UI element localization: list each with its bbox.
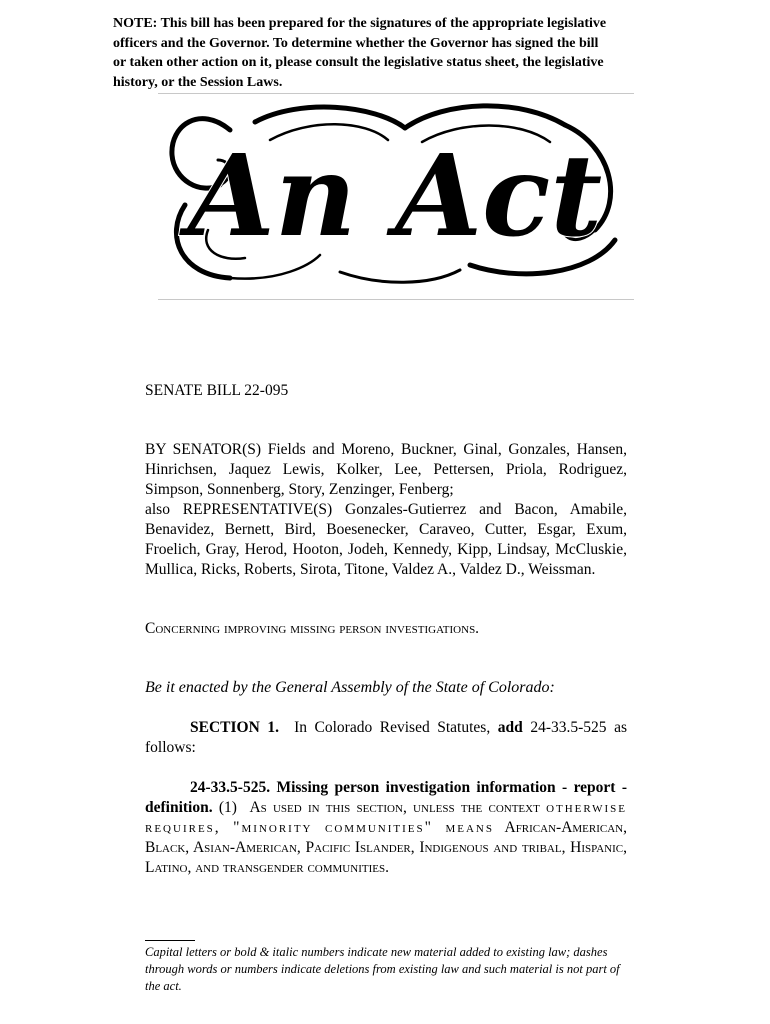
statute-text-1: As used in this section, unless the context bbox=[249, 799, 540, 816]
footnote bbox=[145, 940, 630, 995]
an-act-banner bbox=[160, 100, 630, 290]
statute-text-3: African-American, Black, Asian-American, Pacific Islander, Indigenous and tribal, Hispanic, Latino, and transgender communities. bbox=[145, 819, 627, 876]
section-1 bbox=[145, 718, 627, 758]
statute-text-2: otherwise requires, "minority communities" means bbox=[145, 799, 628, 836]
statute-subsection: (1) bbox=[218, 799, 237, 816]
an-act-title: An Act bbox=[187, 131, 603, 262]
section-1-add: add bbox=[497, 719, 523, 736]
bottom-divider bbox=[158, 299, 634, 300]
footnote-divider bbox=[145, 940, 195, 941]
section-1-text-b: 24-33.5-525 as follows: bbox=[145, 719, 628, 756]
sponsors-list: BY SENATOR(S) Fields and Moreno, Buckner, Ginal, Gonzales, Hansen, Hinrichsen, Jaquez Lewis, Kolker, Lee, Pettersen, Priola, Rodriguez, Simpson, Sonnenberg, Story, Zenzinger, Fenberg; also REPRESENTATIVE(S) Gonzales-Gutierrez and Bacon, Amabile, Benavidez, Bernett, Bird, Boesenecker, Caraveo, Cutter, Esgar, Exum, Froelich, Gray, Herod, Hooton, Jodeh, Kennedy, Kipp, Lindsay, McCluskie, Mullica, Ricks, Roberts, Sirota, Titone, Valdez A., Valdez D., Weissman. bbox=[145, 441, 627, 578]
top-divider bbox=[158, 93, 634, 94]
section-1-text-a: In Colorado Revised Statutes, bbox=[294, 719, 491, 736]
bill-number: SENATE BILL 22-095 bbox=[145, 382, 289, 399]
footnote-text: Capital letters or bold & italic numbers indicate new material added to existing law; dashes through words or numbers indicate deletions from existing law and such material is not part of the act. bbox=[145, 945, 620, 993]
concerning-clause: Concerning improving missing person investigations. bbox=[145, 620, 480, 637]
statute-24-33-5-525 bbox=[145, 778, 627, 878]
enacting-clause: Be it enacted by the General Assembly of the State of Colorado: bbox=[145, 679, 555, 696]
bill-note: NOTE: This bill has been prepared for the signatures of the appropriate legislative officers and the Governor. To determine whether the Governor has signed the bill or taken other action on it, please consult the legislative status sheet, the legislative history, or the Session Laws. bbox=[113, 16, 607, 90]
statute-heading: 24-33.5-525. Missing person investigation information - report - definition. bbox=[145, 779, 627, 816]
section-1-label: SECTION 1. bbox=[190, 719, 279, 736]
